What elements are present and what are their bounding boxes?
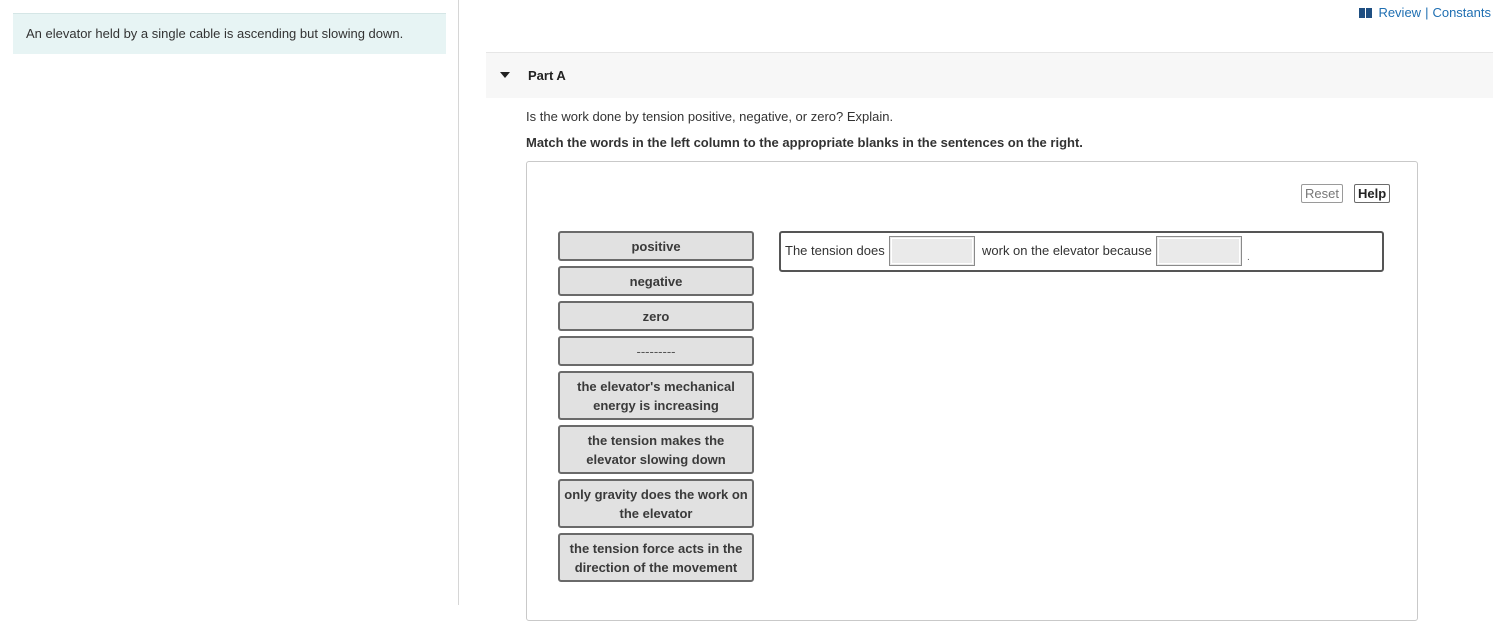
review-constants-bar	[1359, 5, 1491, 20]
review-link[interactable]: Review	[1378, 5, 1422, 20]
drag-drop-workspace	[526, 161, 1418, 621]
part-a-header[interactable]	[486, 52, 1493, 98]
help-button[interactable]: Help	[1354, 184, 1390, 203]
separator: |	[1425, 5, 1429, 20]
drop-blank-2[interactable]	[1156, 236, 1242, 266]
sentence-box	[779, 231, 1384, 272]
question-text: Is the work done by tension positive, negative, or zero? Explain.	[526, 109, 894, 124]
tile-zero[interactable]: zero	[558, 301, 754, 331]
tile-tension-slowing[interactable]: the tension makes the elevator slowing down	[558, 425, 754, 474]
tile-negative[interactable]: negative	[558, 266, 754, 296]
tile-dashes-label: ---------	[636, 343, 676, 359]
instruction-text: Match the words in the left column to the appropriate blanks in the sentences on the right.	[526, 135, 1083, 150]
caret-down-icon[interactable]	[500, 72, 510, 78]
problem-statement: An elevator held by a single cable is ascending but slowing down.	[13, 13, 446, 54]
sentence-end: .	[1247, 252, 1250, 263]
tile-tension-direction[interactable]: the tension force acts in the direction of the movement	[558, 533, 754, 582]
drop-blank-1[interactable]	[889, 236, 975, 266]
constants-link[interactable]: Constants	[1432, 5, 1491, 20]
part-title: Part A	[528, 68, 566, 83]
book-icon	[1359, 8, 1372, 18]
reset-button[interactable]: Reset	[1301, 184, 1343, 203]
problem-pane	[0, 0, 459, 605]
tile-positive[interactable]: positive	[558, 231, 754, 261]
tile-only-gravity[interactable]: only gravity does the work on the elevator	[558, 479, 754, 528]
sentence-part-1: The tension does	[785, 243, 885, 258]
sentence-part-2: work on the elevator because	[982, 243, 1152, 258]
tile-mechanical-energy[interactable]: the elevator's mechanical energy is increasing	[558, 371, 754, 420]
tile-dashes[interactable]	[558, 336, 754, 366]
